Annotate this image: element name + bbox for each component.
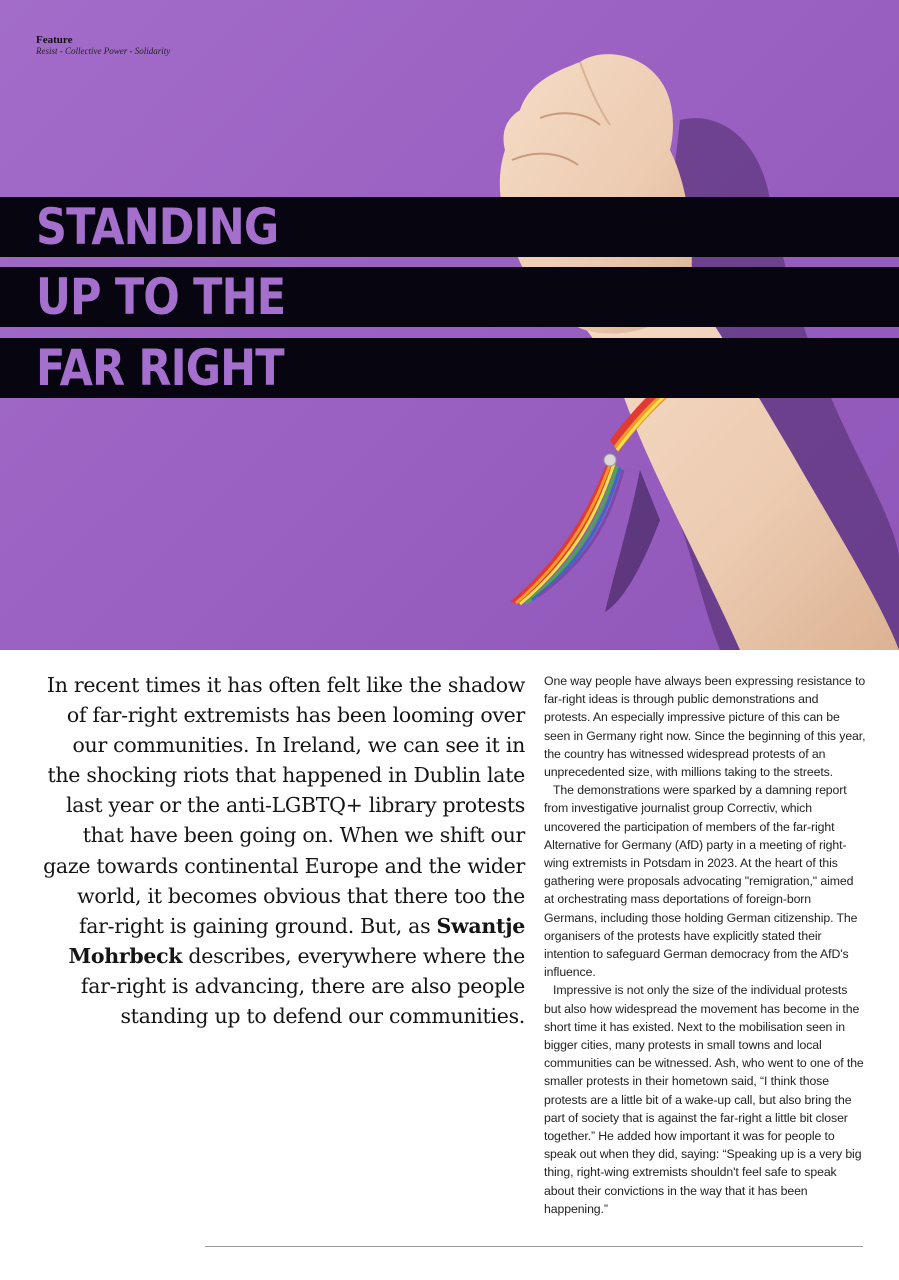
author-first-name: Swantje: [436, 913, 525, 938]
section-kicker: [36, 34, 170, 57]
body-paragraph-3: Impressive is not only the size of the individual protests but also how widespread the movement has become in the short time it has existed. Next to the mobilisation seen in bigger cities, many protests in small towns and local communities can be witnessed. Ash, who went to one of the smaller protests in their hometown said, “I think those protests are a little bit of a wake-up call, but also bring the part of society that is against the far-right a little bit closer together.” He added how important it was for people to speak out when they did, saying: “Speaking up is a very big thing, right-wing extremists shouldn't feel safe to speak about their convictions in the way that it has been happening.”: [544, 983, 864, 1216]
headline-band-2: [0, 267, 899, 327]
headline-band-1: [0, 197, 899, 257]
body-paragraph-1: One way people have always been expressing resistance to far-right ideas is through public demonstrations and protests. An especially impressive picture of this can be seen in Germany right now. Since the beginning of this year, the country has witnessed widespread protests of an unprecedented size, with millions taking to the streets.: [544, 674, 866, 780]
article-body: [544, 672, 866, 1218]
intro-text: describes, everywhere where the: [182, 943, 525, 968]
intro-line: far-right is advancing, there are also people: [80, 973, 525, 998]
headline-line-1: STANDING: [36, 198, 279, 256]
intro-line: world, it becomes obvious that there too the: [77, 883, 525, 908]
headline-line-3: FAR RIGHT: [36, 339, 284, 397]
intro-line: our communities. In Ireland, we can see it in: [72, 733, 525, 758]
intro-standfirst: [36, 670, 525, 1031]
author-last-name: Mohrbeck: [68, 943, 183, 968]
footer-divider: [205, 1246, 863, 1247]
intro-line: last year or the anti-LGBTQ+ library protests: [66, 793, 525, 818]
intro-line: of far-right extremists has been looming over: [66, 703, 525, 728]
intro-text: far-right is gaining ground. But, as: [78, 913, 437, 938]
intro-line: [36, 941, 525, 971]
intro-line: standing up to defend our communities.: [120, 1004, 525, 1029]
intro-line: the shocking riots that happened in Dublin late: [47, 763, 525, 788]
body-paragraph-2: The demonstrations were sparked by a damning report from investigative journalist group Correctiv, which uncovered the participation of members of the far-right Alternative for Germany (AfD) party in a meeting of right-wing extremists in Potsdam in 2023. At the heart of this gathering were proposals advocating "remigration," aimed at orchestrating mass deportations of foreign-born Germans, including those holding German citizenship. The organisers of the protests have explicitly stated their intention to safeguard German democracy from the AfD's influence.: [544, 783, 858, 980]
section-subtitle: Resist - Collective Power - Solidarity: [36, 46, 171, 56]
intro-line: gaze towards continental Europe and the wider: [43, 853, 525, 878]
intro-line: that have been going on. When we shift our: [82, 823, 525, 848]
headline-line-2: UP TO THE: [36, 268, 286, 326]
intro-line: [36, 911, 525, 941]
section-label: Feature: [36, 34, 73, 46]
intro-line: In recent times it has often felt like the shadow: [46, 673, 525, 697]
headline-band-3: [0, 338, 899, 398]
